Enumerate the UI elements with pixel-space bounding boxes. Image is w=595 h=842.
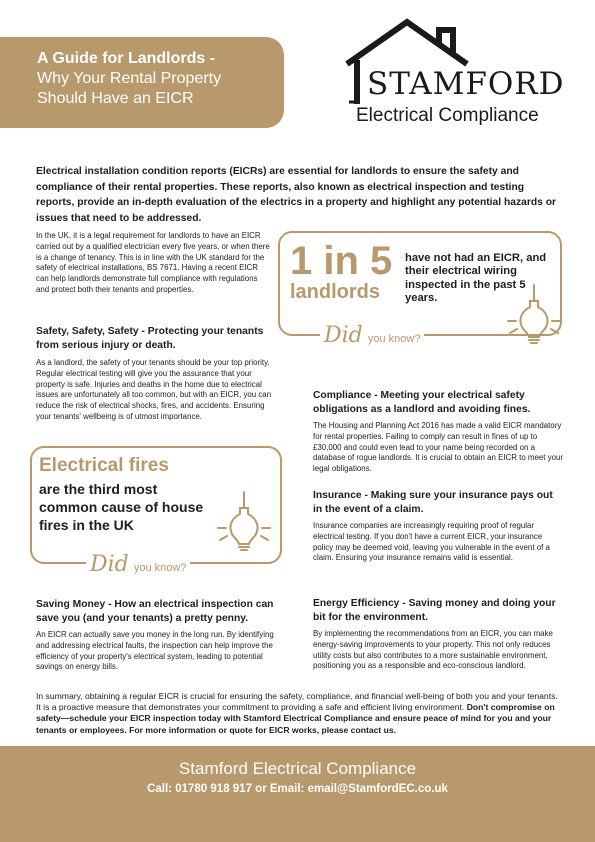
company-logo (343, 14, 568, 130)
compliance-section (313, 389, 563, 475)
compliance-body: The Housing and Planning Act 2016 has made a valid EICR mandatory for rental properties. Failing to comply can result in fines of up to £30,000 and could even lead to your name being recorded on a database of rogue landlords. It is crucial to obtain an EICR to meet your legal obligations. (313, 421, 564, 474)
insurance-heading: Insurance - Making sure your insurance pays out in the event of a claim. (313, 490, 553, 515)
summary-text: In summary, obtaining a regular EICR is crucial for ensuring the safety, compliance, and financial well-being of both you and your tenants. It is a proactive measure that demonstrates your commitment to providing a safe and efficient living environment. (36, 691, 558, 713)
compliance-heading: Compliance - Meeting your electrical safety obligations as a landlord and avoiding fines. (313, 390, 531, 415)
energy-body: By implementing the recommendations from an EICR, you can make energy-saving improvements to your property. This not only reduces utility costs but also contributes to a more sustainable environment, positioning you as a responsible and eco-conscious landlord. (313, 629, 553, 671)
footer (0, 746, 595, 842)
lightbulb-icon (506, 283, 562, 345)
saving-body: An EICR can actually save you money in the long run. By identifying and addressing electrical faults, the inspection can help improve the efficiency of your property's electrical system, leading to potential savings on energy bills. (36, 630, 274, 672)
did-script: Did (90, 552, 129, 577)
stat-callout (278, 231, 562, 351)
fires-text: are the third most common cause of house fires in the UK (39, 481, 204, 533)
summary-paragraph (36, 691, 564, 736)
stat-text: have not had an EICR, and their electrical wiring inspected in the past 5 years. (405, 252, 547, 305)
stat-figure (290, 241, 392, 303)
safety-body: As a landlord, the safety of your tenants should be your top priority. Regular electrical testing will give you the assurance that your property is safe. Injuries and deaths in the home due to electrical issues are unfortunately all too common, but with an EICR, you can reduce the risk of electrical shocks, fires, and accidents. Ensuring your tenants' wellbeing is of utmost importance. (36, 358, 272, 421)
you-know-text: you know? (133, 562, 187, 574)
title-banner (0, 37, 284, 128)
footer-company-name: Stamford Electrical Compliance (178, 759, 417, 778)
did-script: Did (324, 323, 363, 348)
did-you-know (320, 323, 424, 348)
title-line-2: Why Your Rental Property (37, 70, 222, 87)
lightbulb-icon (216, 490, 272, 552)
logo-name: STAMFORD (367, 66, 565, 102)
insurance-section (313, 489, 563, 564)
intro-paragraph: Electrical installation condition reports (EICRs) are essential for landlords to ensure the safety and compliance of their rental properties. These reports, also known as electrical inspection and testing reports, provide an in-depth evaluation of the electrics in a property and highlight any potential hazards or issues that need to be addressed. (36, 166, 557, 224)
saving-heading: Saving Money - How an electrical inspection can save you (and your tenants) a pretty penny. (36, 599, 274, 624)
fires-callout (30, 446, 282, 581)
stat-number: 1 in 5 (290, 239, 393, 283)
footer-contact[interactable]: Call: 01780 918 917 or Email: email@StamfordEC.co.uk (147, 783, 448, 795)
saving-section (36, 598, 276, 673)
energy-section (313, 597, 563, 672)
did-you-know (86, 552, 190, 577)
summary-cta: Don't compromise on safety—schedule your EICR inspection today with Stamford Electrical Compliance and ensure peace of mind for you and your tenants or employees. For more information or quote for EICR works, please contact us. (36, 702, 555, 735)
title-line-1: A Guide for Landlords - (37, 50, 216, 67)
fires-headline: Electrical fires (39, 455, 169, 476)
logo-tagline: Electrical Compliance (356, 105, 539, 126)
title-line-3: Should Have an EICR (37, 90, 194, 107)
legal-section (36, 231, 272, 296)
safety-section (36, 325, 272, 423)
safety-heading: Safety, Safety, Safety - Protecting your tenants from serious injury or death. (36, 326, 264, 351)
stat-label: landlords (290, 281, 381, 303)
insurance-body: Insurance companies are increasingly requiring proof of regular electrical testing. If you don't have a current EICR, your insurance policy may be deemed void, leaving you vulnerable in the event of a claim. Ensuring your insurance remains valid is essential. (313, 521, 550, 563)
you-know-text: you know? (367, 333, 421, 345)
legal-paragraph: In the UK, it is a legal requirement for landlords to have an EICR carried out by a qualified electrician every five years, or when there is a change of tenancy. This is in line with the UK standard for the safety of electrical installations, BS 7671. Having a recent EICR can help landlords demonstrate full compliance with regulations and protect both their tenants and properties. (36, 231, 270, 294)
energy-heading: Energy Efficiency - Saving money and doing your bit for the environment. (313, 598, 556, 623)
